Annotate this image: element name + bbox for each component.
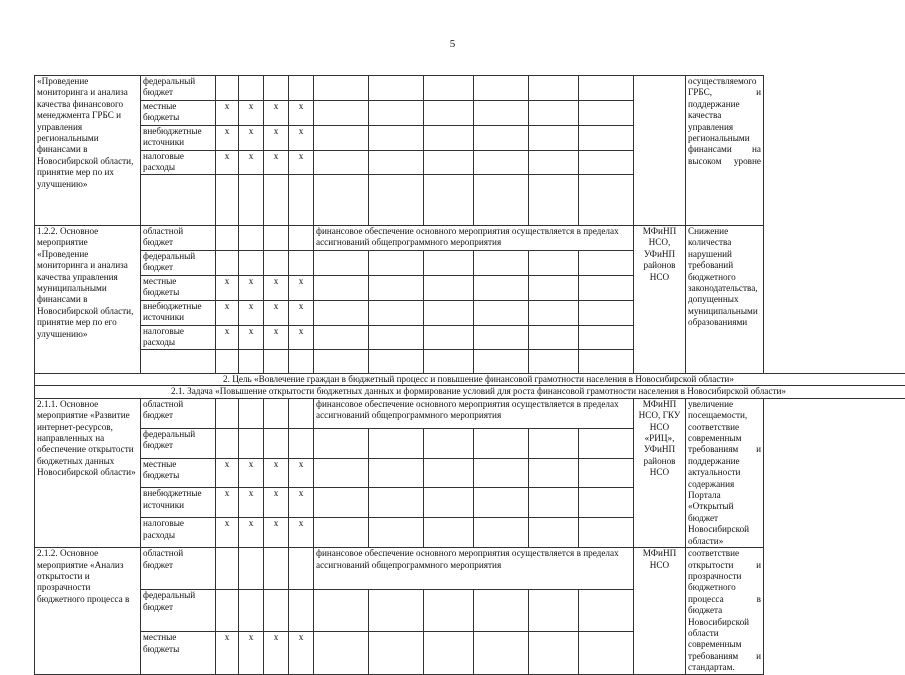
source-label: внебюджетные источники: [141, 301, 216, 326]
x-mark: x: [289, 151, 314, 175]
source-label: местные бюджеты: [141, 276, 216, 301]
source-label: налоговые расходы: [141, 326, 216, 350]
x-mark: x: [239, 458, 264, 488]
result-cell: осуществляемого ГРБС, и поддержание качества управления региональными финансами на высоком уровне: [686, 76, 764, 226]
x-mark: x: [216, 518, 239, 548]
source-label: федеральный бюджет: [141, 590, 216, 632]
table-row: [35, 101, 905, 126]
x-mark: x: [216, 326, 239, 350]
source-label: областной бюджет: [141, 398, 216, 428]
x-mark: x: [264, 126, 289, 151]
x-mark: x: [216, 101, 239, 126]
source-label: налоговые расходы: [141, 518, 216, 548]
table-row: [35, 151, 905, 175]
table-row: [35, 590, 905, 632]
executor-cell: МФиНП НСО, ГКУ НСО «РИЦ», УФиНП районов НСО: [634, 398, 686, 547]
table-row: [35, 488, 905, 518]
activity-cell: 2.1.1. Основное мероприятие «Развитие интернет-ресурсов, направленных на обеспечение открытости бюджетных данных Новосибирской области»: [35, 398, 141, 547]
table-row: [35, 398, 905, 428]
source-label: федеральный бюджет: [141, 251, 216, 276]
financing-note: финансовое обеспечение основного мероприятия осуществляется в пределах ассигнований общепрограммного мероприятия: [314, 226, 634, 251]
table-row: [35, 428, 905, 458]
x-mark: x: [264, 458, 289, 488]
x-mark: x: [216, 151, 239, 175]
x-mark: x: [216, 458, 239, 488]
x-mark: x: [264, 518, 289, 548]
table-row: [35, 175, 905, 226]
table-row: [35, 518, 905, 548]
x-mark: x: [289, 101, 314, 126]
executor-cell: МФиНП НСО: [634, 548, 686, 674]
table-row: [35, 350, 905, 374]
x-mark: x: [239, 326, 264, 350]
x-mark: x: [239, 488, 264, 518]
x-mark: x: [264, 301, 289, 326]
table-row: [35, 301, 905, 326]
source-label: федеральный бюджет: [141, 428, 216, 458]
x-mark: x: [289, 458, 314, 488]
table-row: [35, 374, 905, 386]
x-mark: x: [289, 126, 314, 151]
x-mark: x: [216, 276, 239, 301]
x-mark: x: [216, 632, 239, 674]
source-label: местные бюджеты: [141, 632, 216, 674]
table-row: [35, 386, 905, 398]
activity-cell: 1.2.2. Основное мероприятие «Проведение мониторинга и анализа качества управления муниципальными финансами в Новосибирской области, принятие мер по его улучшению»: [35, 226, 141, 374]
executor-cell: МФиНП НСО, УФиНП районов НСО: [634, 226, 686, 374]
program-activities-table: [34, 75, 905, 675]
table-row: [35, 548, 905, 590]
table-row: [35, 632, 905, 674]
source-label: федеральный бюджет: [141, 76, 216, 101]
x-mark: x: [264, 151, 289, 175]
page-number: 5: [0, 38, 905, 50]
result-cell: Снижение количества нарушений требований бюджетного законодательства, допущенных муниципальными образованиями: [686, 226, 764, 374]
x-mark: x: [239, 101, 264, 126]
table-row: [35, 76, 905, 101]
x-mark: x: [264, 276, 289, 301]
activity-cell: 2.1.2. Основное мероприятие «Анализ открытости и прозрачности бюджетного процесса в: [35, 548, 141, 674]
x-mark: x: [239, 632, 264, 674]
table-row: [35, 251, 905, 276]
financing-note: финансовое обеспечение основного мероприятия осуществляется в пределах ассигнований общепрограммного мероприятия: [314, 398, 634, 428]
financing-note: финансовое обеспечение основного мероприятия осуществляется в пределах ассигнований общепрограммного мероприятия: [314, 548, 634, 590]
x-mark: x: [289, 326, 314, 350]
source-label: внебюджетные источники: [141, 488, 216, 518]
table-row: [35, 226, 905, 251]
x-mark: x: [216, 301, 239, 326]
source-label: местные бюджеты: [141, 101, 216, 126]
x-mark: x: [289, 276, 314, 301]
result-cell: увеличение посещаемости, соответствие современным требованиям и поддержание актуальности содержания Портала «Открытый бюджет Новосибирской области»: [686, 398, 764, 547]
x-mark: x: [239, 518, 264, 548]
x-mark: x: [239, 151, 264, 175]
source-label: налоговые расходы: [141, 151, 216, 175]
x-mark: x: [264, 101, 289, 126]
x-mark: x: [264, 632, 289, 674]
goal-heading: 2. Цель «Вовлечение граждан в бюджетный процесс и повышение финансовой грамотности населения в Новосибирской области»: [35, 374, 905, 386]
source-label: областной бюджет: [141, 226, 216, 251]
source-label: местные бюджеты: [141, 458, 216, 488]
executor-cell: [634, 76, 686, 226]
x-mark: x: [264, 326, 289, 350]
x-mark: x: [289, 301, 314, 326]
x-mark: x: [289, 488, 314, 518]
table-row: [35, 276, 905, 301]
x-mark: x: [216, 488, 239, 518]
table-row: [35, 458, 905, 488]
source-label: внебюджетные источники: [141, 126, 216, 151]
x-mark: x: [239, 301, 264, 326]
activity-cell: «Проведение мониторинга и анализа качества финансового менеджмента ГРБС и управления региональными финансами в Новосибирской области, принятие мер по их улучшению»: [35, 76, 141, 226]
x-mark: x: [289, 518, 314, 548]
x-mark: x: [264, 488, 289, 518]
x-mark: x: [289, 632, 314, 674]
source-label: областной бюджет: [141, 548, 216, 590]
table-row: [35, 326, 905, 350]
x-mark: x: [239, 126, 264, 151]
result-cell: соответствие открытости и прозрачности бюджетного процесса в бюджета Новосибирской области современным требованиям и стандартам.: [686, 548, 764, 674]
x-mark: x: [239, 276, 264, 301]
x-mark: x: [216, 126, 239, 151]
task-heading: 2.1. Задача «Повышение открытости бюджетных данных и формирование условий для роста финансовой грамотности населения в Новосибирской области»: [35, 386, 905, 398]
table-row: [35, 126, 905, 151]
